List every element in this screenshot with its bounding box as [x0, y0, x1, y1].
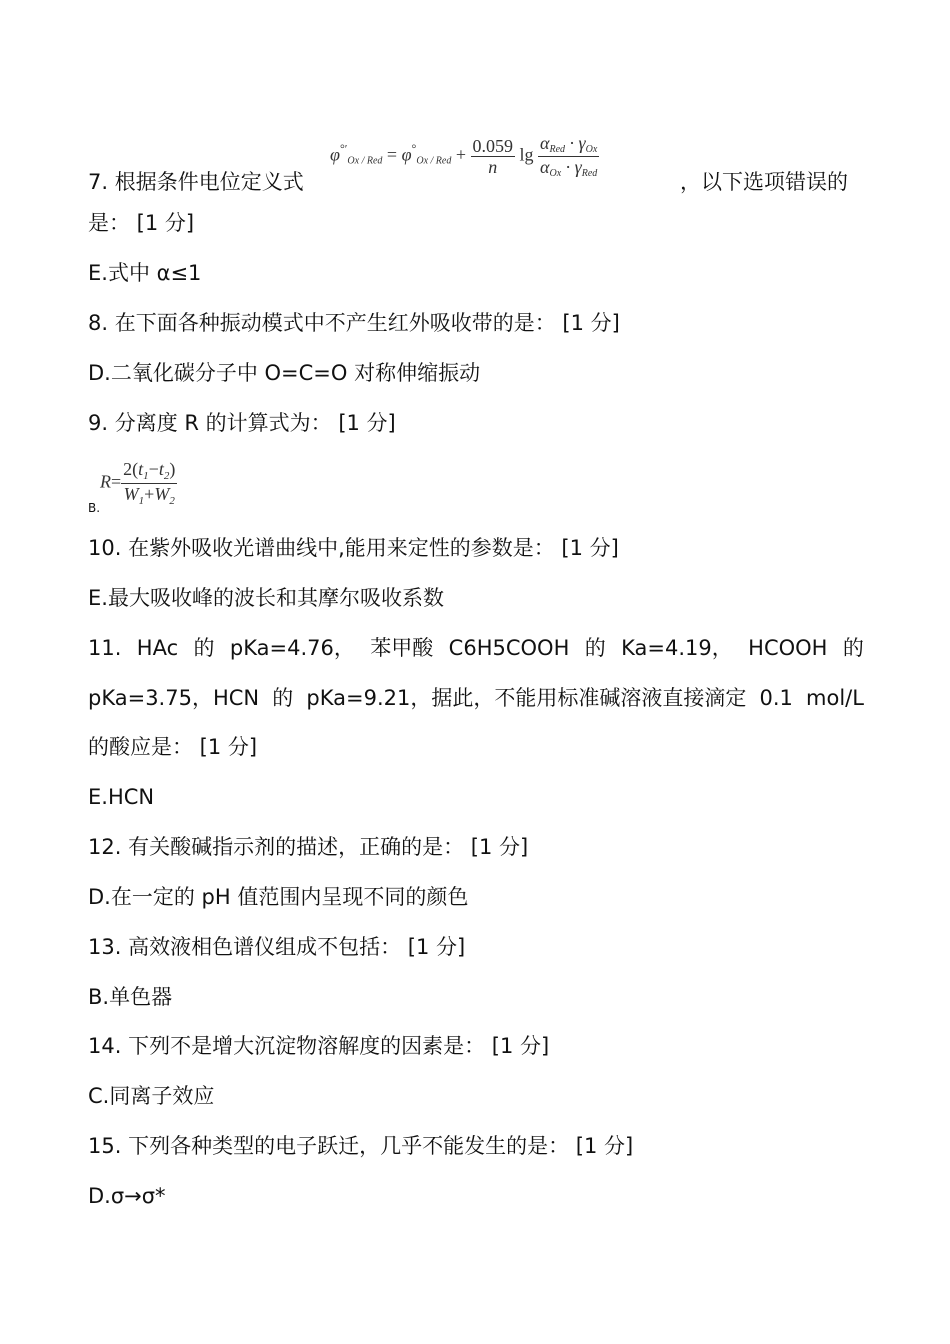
q11-word: 的	[842, 636, 864, 660]
q7-suffix: ，以下选项错误的	[680, 170, 848, 194]
q9-question: 9. 分离度 R 的计算式为： [1 分]	[88, 411, 396, 435]
q11-word: 的	[193, 636, 215, 660]
q11-word: HAc	[136, 636, 179, 660]
q15-question: 15. 下列各种类型的电子跃迁，几乎不能发生的是： [1 分]	[88, 1134, 634, 1158]
q11-word: C6H5COOH	[448, 636, 570, 660]
q14-answer: C.同离子效应	[88, 1084, 215, 1108]
q12-answer: D.在一定的 pH 值范围内呈现不同的颜色	[88, 885, 469, 909]
q7-line2: 是： [1 分]	[88, 211, 195, 235]
q11-word: Ka=4.19，	[621, 636, 733, 660]
q15-answer: D.σ→σ*	[88, 1184, 166, 1208]
resolution-formula: R= $\frac{2(t_1-t_2)}{W_1+W_2}$	[100, 459, 176, 507]
q11-word: 苯甲酸	[370, 636, 434, 660]
q12-question: 12. 有关酸碱指示剂的描述，正确的是： [1 分]	[88, 835, 529, 859]
q10-answer: E.最大吸收峰的波长和其摩尔吸收系数	[88, 586, 444, 610]
q11-answer: E.HCN	[88, 785, 155, 809]
q13-answer: B.单色器	[88, 985, 173, 1009]
q11-word: pKa=4.76，	[229, 636, 355, 660]
q11-line1	[88, 638, 864, 659]
conditional-potential-formula: φ°′Ox / Red = φ°Ox / Red + $\frac{0.059}{n}$ lg $\frac{\text{αRed · γOx}}{\text{αOx · γRed}}$	[330, 133, 598, 179]
q11-word: pKa=9.21，据此，不能用标准碱溶液直接滴定	[306, 686, 747, 710]
q11-word: 的	[584, 636, 606, 660]
q7-prefix: 7. 根据条件电位定义式	[88, 170, 304, 194]
q11-line3: 的酸应是： [1 分]	[88, 735, 258, 759]
q10-question: 10. 在紫外吸收光谱曲线中,能用来定性的参数是： [1 分]	[88, 536, 619, 560]
q9-answer-label: B.	[88, 501, 101, 515]
q13-question: 13. 高效液相色谱仪组成不包括： [1 分]	[88, 935, 466, 959]
q8-answer: D.二氧化碳分子中 O=C=O 对称伸缩振动	[88, 361, 481, 385]
q8-question: 8. 在下面各种振动模式中不产生红外吸收带的是： [1 分]	[88, 311, 620, 335]
q11-word: pKa=3.75，HCN	[88, 686, 260, 710]
q11-word: 0.1	[759, 686, 793, 710]
q11-word: HCOOH	[748, 636, 828, 660]
q14-question: 14. 下列不是增大沉淀物溶解度的因素是： [1 分]	[88, 1034, 550, 1058]
q11-word: 的	[272, 686, 294, 710]
q7-answer: E.式中 α≤1	[88, 261, 202, 285]
q11-word: mol/L	[806, 686, 864, 710]
q11-word: 11.	[88, 636, 122, 660]
q11-line2	[88, 688, 864, 709]
